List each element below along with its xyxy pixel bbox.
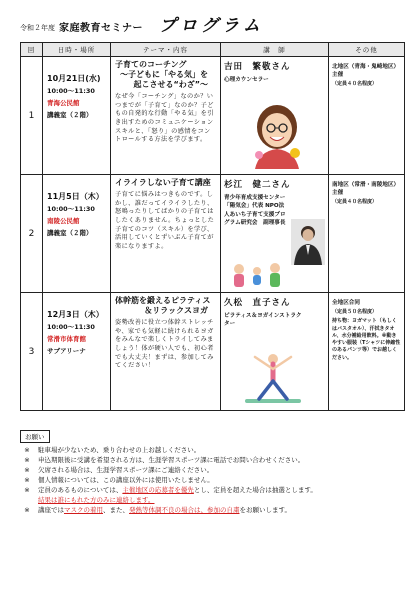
row-capacity: （定員４０名程度） xyxy=(332,81,378,88)
row-title: 体幹筋を鍛えるピラティス xyxy=(115,296,211,305)
header-other: その他 xyxy=(329,43,405,57)
table-row xyxy=(21,175,405,293)
row-belongings: 持ち物：ヨガマット（もしくはバスタオル）、汗拭きタオル、水分補給用飲料。※動きやすい服装（Tシャツに伸縮性のあるパンツ等）でお越しください。 xyxy=(332,318,401,361)
lecturer-name: 杉江 健二さん xyxy=(224,180,291,190)
row-date: 12月3日（木） xyxy=(47,310,104,319)
mask-highlight: マスクの着用 xyxy=(64,506,103,515)
note-item: ※ 個人情報については、この講座以外には使用いたしません。 xyxy=(24,476,214,485)
yoga-pose-illustration-icon xyxy=(241,349,305,405)
row-datetime xyxy=(43,57,111,175)
row-capacity: （定員４０名程度） xyxy=(332,199,378,206)
note-item-mask: ※ 講座ではマスクの着用、また、発熱等体調不良の場合は、参加の自粛をお願いします。 xyxy=(24,506,291,515)
row-description: 子育てに悩みはつきものです。しかし、誰だってイライラしたり、怒鳴ったりしてばかりの子育てはしたくありません。ちょっとした子育てのコツ（スキル）を学び、活用していくとずいぶん子育てが楽になりますよ。 xyxy=(115,191,215,251)
lecturer-caricature-icon xyxy=(249,97,305,169)
row-subtitle-2: 起こさせる“わざ”～ xyxy=(133,80,208,89)
note-item: ※ 駐車場が少ないため、乗り合わせの上お越しください。 xyxy=(24,446,201,454)
table-header-row xyxy=(21,43,405,57)
fiscal-year: 令和２年度 xyxy=(20,24,55,32)
lecturer-photo-icon xyxy=(291,219,325,265)
row-other xyxy=(329,57,405,175)
notes-section xyxy=(20,424,404,515)
row-other xyxy=(329,175,405,293)
header-theme: テーマ・内容 xyxy=(111,43,221,57)
header-lecturer: 講 師 xyxy=(221,43,329,57)
row-subtitle: ＆リラックスヨガ xyxy=(144,306,208,315)
row-lecturer xyxy=(221,293,329,411)
row-topic xyxy=(111,175,221,293)
row-area: 南地区（常滑・南陵地区）主催 xyxy=(332,182,400,197)
table-row xyxy=(21,57,405,175)
row-venue: 青海公民館 xyxy=(47,99,80,107)
header xyxy=(20,10,400,36)
row-area: 北地区（青海・鬼崎地区）主催 xyxy=(332,64,400,79)
lecturer-role: ピラティス＆ヨガインストラクター xyxy=(224,313,302,328)
row-description: なぜ今「コーチング」なのか？いつまでが「子育て」なのか？子どもの自発的な行動「やる気」を引き出すためのコミュニケーションスキルと、「怒り」の感情をコントロールする方法を学びます。 xyxy=(115,93,214,144)
lecturer-name: 吉田 繁敬さん xyxy=(224,62,291,72)
program-table xyxy=(20,42,405,411)
note-item-result: 結果は誰にもれた方のみに連絡します。 xyxy=(38,496,155,505)
header-num: 回 xyxy=(21,43,43,57)
lecturer-name: 久松 直子さん xyxy=(224,298,291,308)
row-title: イライラしない子育て講座 xyxy=(115,178,211,187)
row-other xyxy=(329,293,405,411)
family-illustration-icon xyxy=(229,261,287,291)
illness-highlight: 発熱等体調不良の場合は、参加の自粛 xyxy=(129,506,240,515)
row-lecturer xyxy=(221,175,329,293)
row-room: 講義室（２階） xyxy=(47,111,93,119)
row-num: 1 xyxy=(21,57,43,175)
seminar-title: 家庭教育セミナー xyxy=(59,23,143,34)
row-datetime xyxy=(43,293,111,411)
row-description: 姿勢改善に役立つ体幹ストレッチや、家でも気軽に続けられるヨガをみんなで楽しくトライしてみましょう！体が硬い人でも、初心者でも大丈夫！まずは、参加してみてください！ xyxy=(115,319,214,370)
row-time: 10:00～11:30 xyxy=(47,87,95,95)
table-row xyxy=(21,293,405,411)
row-lecturer xyxy=(221,57,329,175)
note-item-priority: ※ 定員のあるものについては、主催地区の応募者を優先とし、定員を超えた場合は抽選とします。 xyxy=(24,486,317,495)
row-datetime xyxy=(43,175,111,293)
row-venue: 常滑市体育館 xyxy=(47,335,86,343)
row-subtitle: ～子どもに「やる気」を xyxy=(120,70,208,79)
row-time: 10:00～11:30 xyxy=(47,323,95,331)
notes-title: お願い xyxy=(20,430,50,443)
row-date: 10月21日(水) xyxy=(47,74,101,83)
row-num: 2 xyxy=(21,175,43,293)
row-topic xyxy=(111,57,221,175)
note-item: ※ 欠席される場合は、生涯学習スポーツ課にご連絡ください。 xyxy=(24,466,214,475)
row-capacity: （定員５０名程度） xyxy=(332,309,378,316)
row-room: 講義室（２階） xyxy=(47,229,93,237)
note-item: ※ 申込期限後に受講を希望される方は、生涯学習スポーツ課に電話でお問い合わせください。 xyxy=(24,456,305,465)
header-datetime: 日時・場所 xyxy=(43,43,111,57)
row-date: 11月5日（木） xyxy=(47,192,104,201)
row-venue: 南陵公民館 xyxy=(47,217,80,225)
row-topic xyxy=(111,293,221,411)
lecturer-role: 心理カウンセラー xyxy=(224,77,269,83)
priority-highlight: 主催地区の応募者を優先 xyxy=(122,486,194,495)
program-title: プログラム xyxy=(159,16,264,36)
row-area: 全地区合同 xyxy=(332,300,360,306)
row-room: サブアリーナ xyxy=(47,347,86,355)
row-time: 10:00～11:30 xyxy=(47,205,95,213)
lecturer-role: 青少年育成支援センター「陽気会」代表 NPO法人あいち子育て支援プログラム研究会 副理事長 xyxy=(224,195,286,227)
row-num: 3 xyxy=(21,293,43,411)
row-title: 子育てのコーチング xyxy=(115,60,187,69)
